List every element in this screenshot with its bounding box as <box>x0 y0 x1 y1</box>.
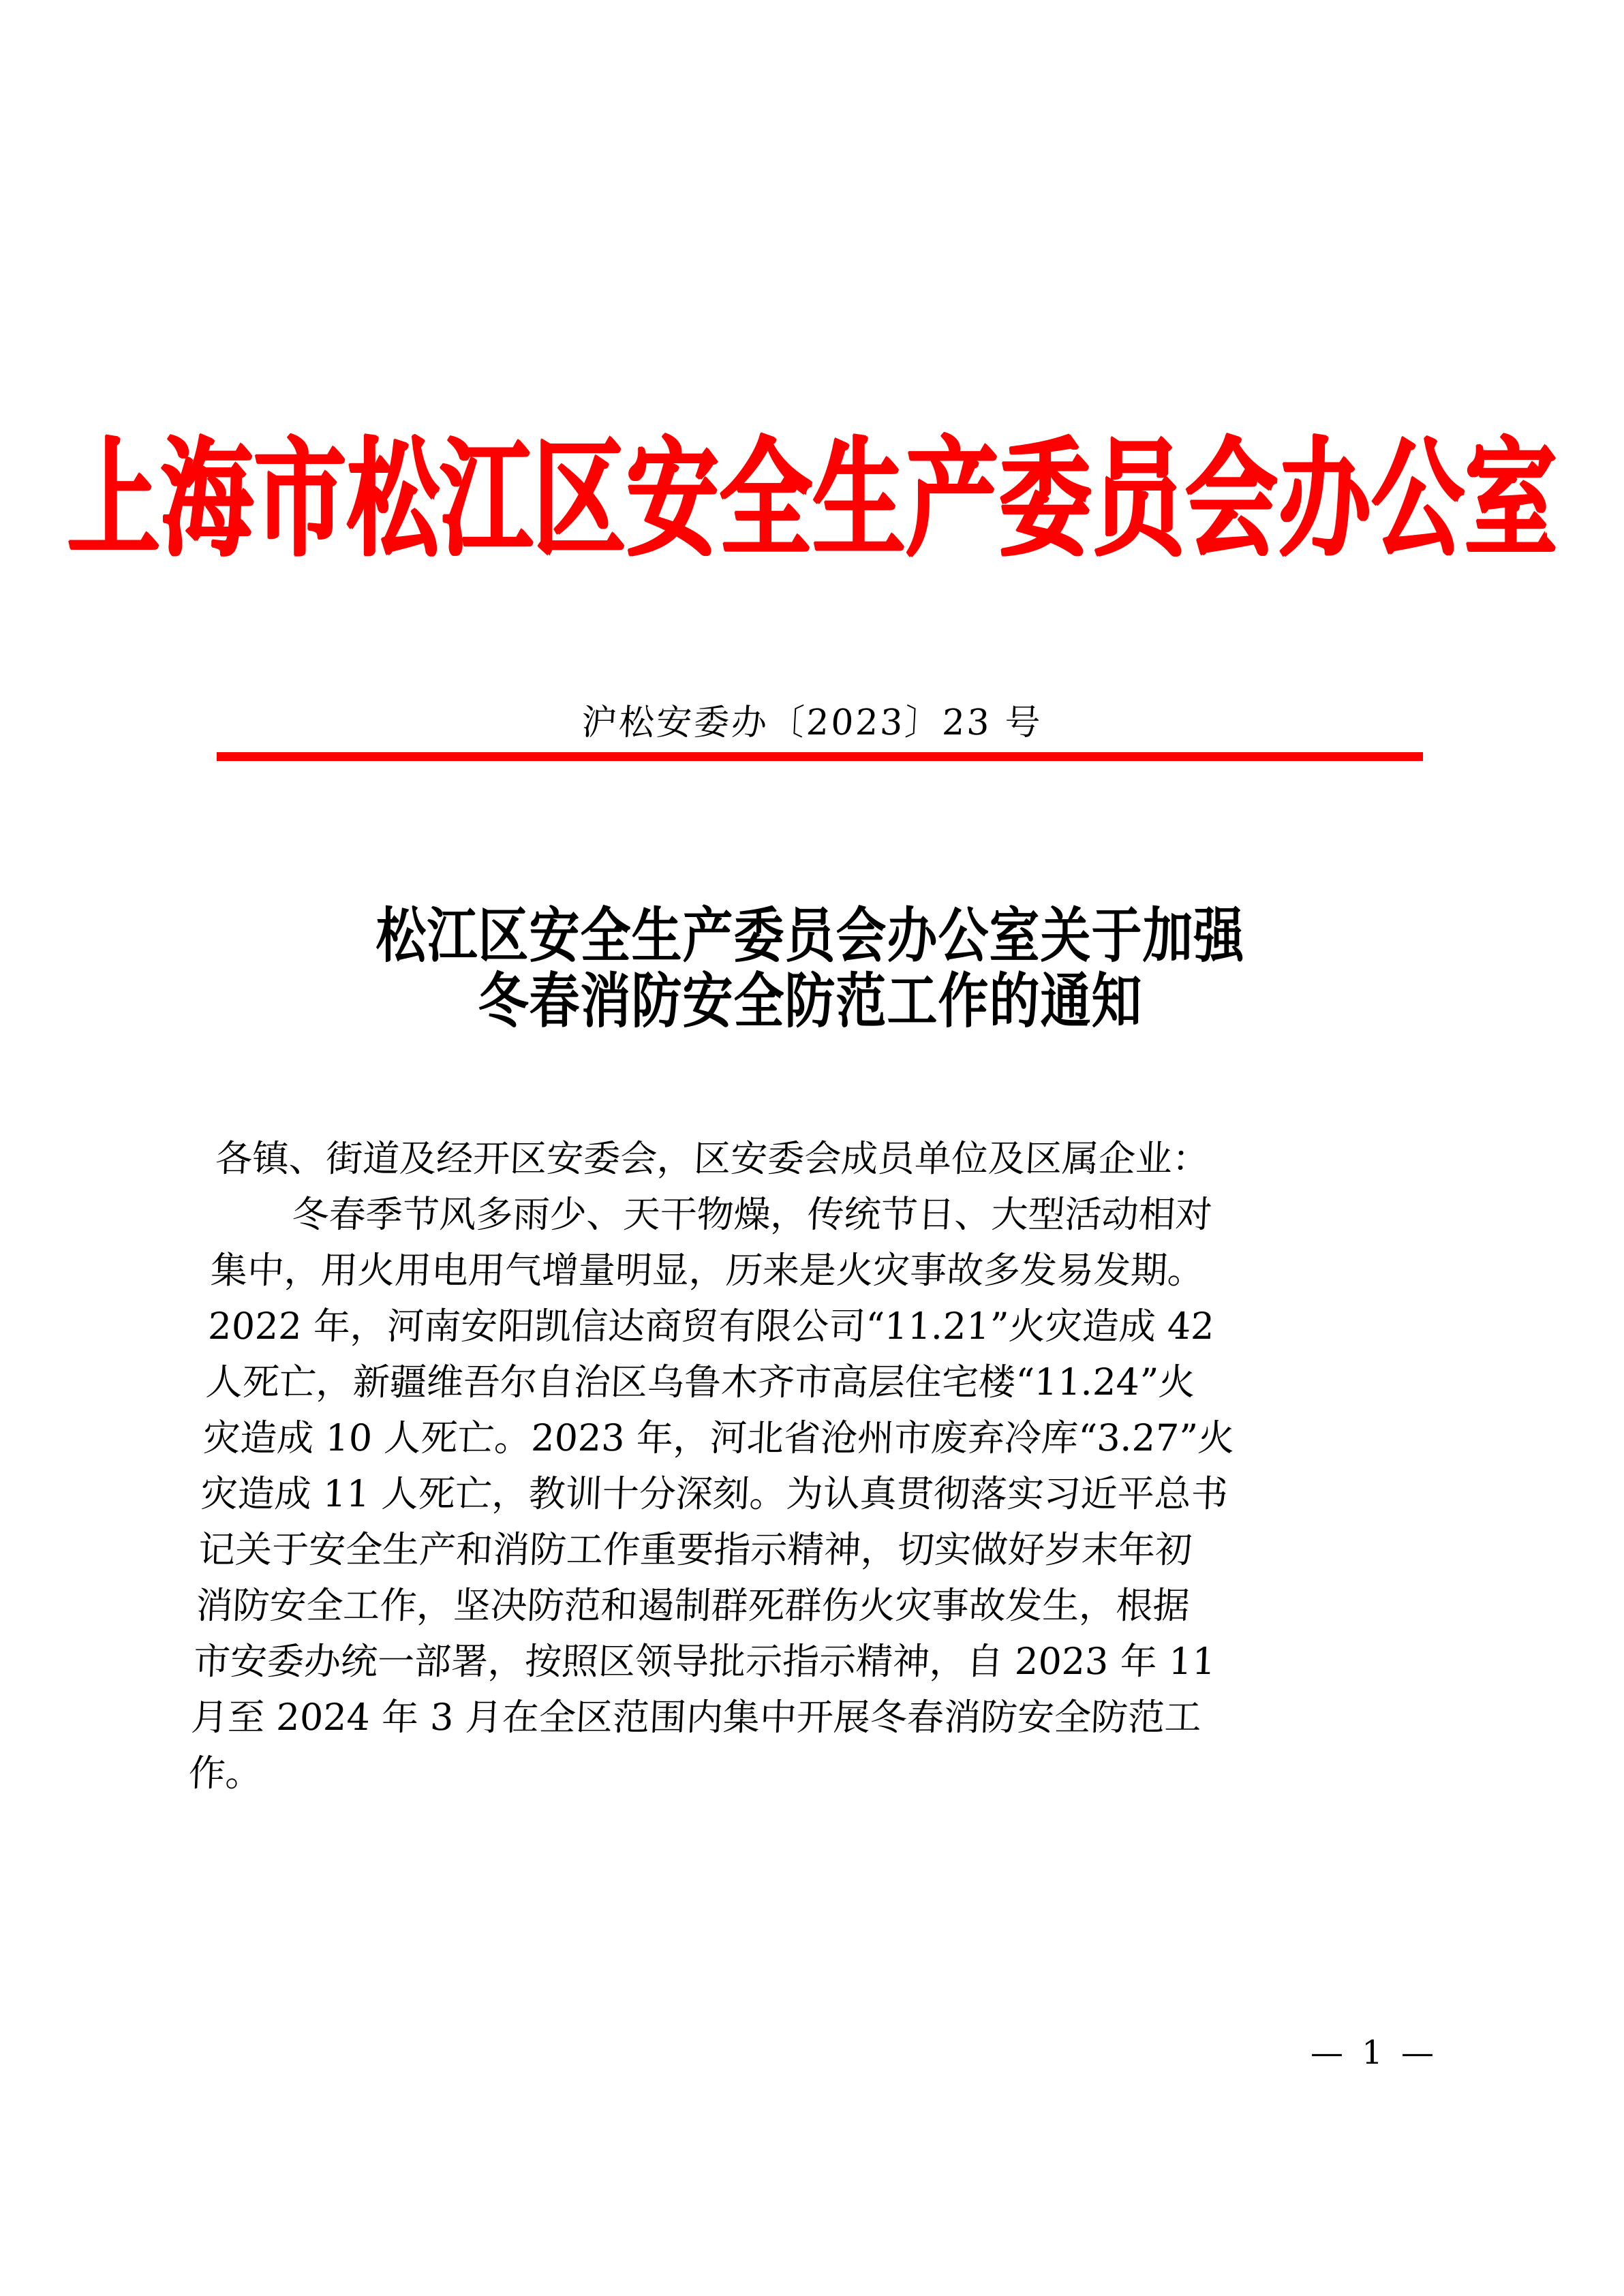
page-number: — 1 — <box>1310 2034 1438 2072</box>
document-title <box>217 903 1404 1034</box>
document-body <box>187 1131 1408 1801</box>
body-line: 灾造成 11 人死亡，教训十分深刻。为认真贯彻落实习近平总书 <box>200 1472 1229 1515</box>
body-line: 作。 <box>187 1752 264 1795</box>
body-line: 2022 年，河南安阳凯信达商贸有限公司“11.21”火灾造成 42 <box>207 1305 1216 1348</box>
body-line: 灾造成 10 人死亡。2023 年，河北省沧州市废弃冷库“3.27”火 <box>202 1416 1236 1459</box>
body-line <box>212 1187 1406 1243</box>
body-salutation: 各镇、街道及经开区安委会，区安委会成员单位及区属企业： <box>214 1137 1210 1180</box>
body-line: 人死亡，新疆维吾尔自治区乌鲁木齐市高层住宅楼“11.24”火 <box>204 1361 1197 1403</box>
body-line: 消防安全工作，坚决防范和遏制群死群伤火灾事故发生，根据 <box>195 1584 1191 1627</box>
body-line: 月至 2024 年 3 月在全区范围内集中开展冬春消防安全防范工 <box>190 1696 1203 1739</box>
body-line-text: 冬春季节风多雨少、天干物燥，传统节日、大型活动相对 <box>291 1193 1214 1236</box>
letterhead-masthead <box>0 424 1624 575</box>
document-serial-number: 沪松安委办〔2023〕23 号 <box>580 702 1043 743</box>
issuing-authority-title: 上海市松江区安全生产委员会办公室 <box>67 424 1557 575</box>
body-line: 集中，用火用电用气增量明显，历来是火灾事故多发易发期。 <box>209 1249 1206 1292</box>
body-line: 记关于安全生产和消防工作重要指示精神，切实做好岁末年初 <box>197 1528 1193 1571</box>
document-title-line-1: 松江区安全生产委员会办公室关于加强 <box>376 901 1245 971</box>
body-line: 市安委办统一部署，按照区领导批示指示精神，自 2023 年 11 <box>192 1640 1217 1683</box>
document-title-line-2: 冬春消防安全防范工作的通知 <box>478 967 1143 1036</box>
red-separator-rule <box>217 752 1423 761</box>
